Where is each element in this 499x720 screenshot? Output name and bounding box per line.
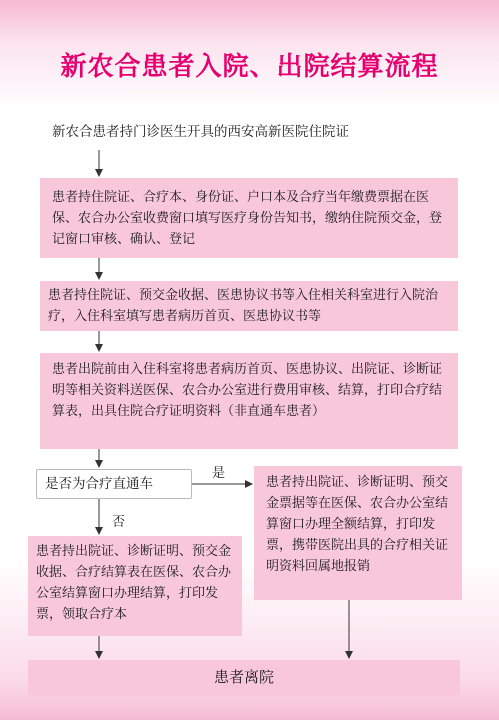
step-ward-admission-text: 患者持住院证、预交金收据、医患协议书等入住相关科室进行入院治疗，入住科室填写患者病历首页、医患协议书等: [48, 288, 439, 324]
step-discharge-review-text: 患者出院前由入住科室将患者病历首页、医患协议、出院证、诊断证明等相关资料送医保、农合办公室进行费用审核、结算，打印合疗结算表，出具住院合疗证明资料（非直通车患者）: [52, 362, 443, 419]
step-yes-branch-text: 患者持出院证、诊断证明、预交金票据等在医保、农合办公室结算窗口办理全额结算，打印发票，携带医院出具的合疗相关证明资料回属地报销: [266, 475, 449, 574]
step-admission-certificate-text: 新农合患者持门诊医生开具的西安高新医院住院证: [52, 124, 349, 140]
decision-direct-settlement-text: 是否为合疗直通车: [45, 476, 153, 492]
step-no-branch-text: 患者持出院证、诊断证明、预交金收据、合疗结算表在医保、农合办公室结算窗口办理结算，打印发票，领取合疗本: [36, 544, 232, 622]
no-label: 否: [112, 515, 126, 530]
step-registration-text: 患者持住院证、合疗本、身份证、户口本及合疗当年缴费票据在医保、农合办公室收费窗口填写医疗身份告知书，缴纳住院预交金，登记窗口审核、确认、登记: [52, 190, 443, 247]
step-patient-discharge-text: 患者离院: [213, 668, 274, 686]
page-title: 新农合患者入院、出院结算流程: [60, 52, 439, 82]
yes-label: 是: [212, 466, 226, 481]
